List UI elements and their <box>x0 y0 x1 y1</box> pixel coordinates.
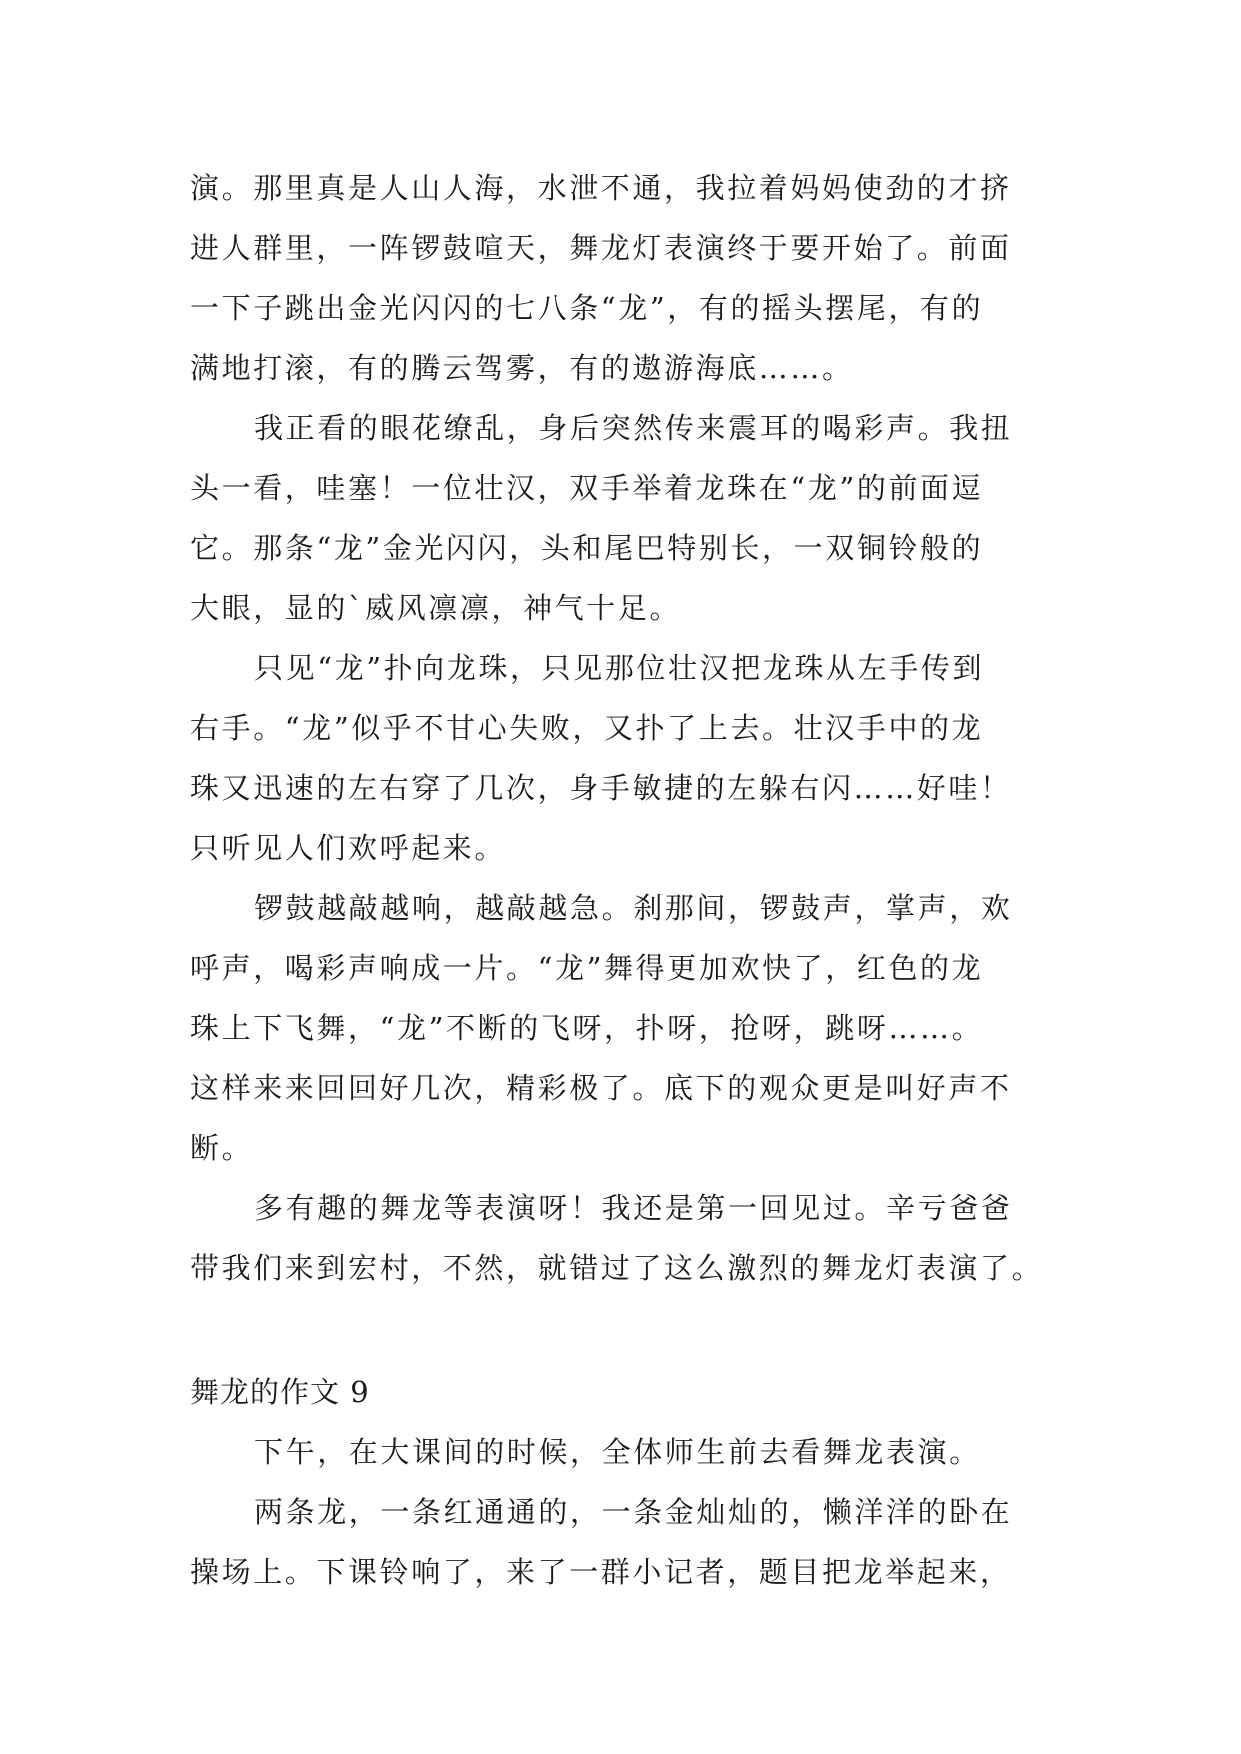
text-line: 呼声，喝彩声响成一片。“龙”舞得更加欢快了，红色的龙 <box>190 951 984 985</box>
text-line: 满地打滚，有的腾云驾雾，有的遨游海底……。 <box>190 351 854 385</box>
text-line: 只听见人们欢呼起来。 <box>190 831 507 865</box>
text-line: 演。那里真是人山人海，水泄不通，我拉着妈妈使劲的才挤 <box>190 171 1012 205</box>
paragraph-1 <box>190 158 1052 398</box>
section-title: 舞龙的作文 9 <box>190 1375 370 1409</box>
text-line: 这样来来回回好几次，精彩极了。底下的观众更是叫好声不 <box>190 1071 1012 1105</box>
text-line: 两条龙，一条红通通的，一条金灿灿的，懒洋洋的卧在 <box>254 1495 1013 1529</box>
paragraph-4 <box>190 878 1052 1178</box>
text-line: 珠又迅速的左右穿了几次，身手敏捷的左躲右闪……好哇！ <box>190 771 1012 805</box>
text-line: 锣鼓越敲越响，越敲越急。刹那间，锣鼓声，掌声，欢 <box>254 891 1013 925</box>
text-line: 右手。“龙”似乎不甘心失败，又扑了上去。壮汉手中的龙 <box>190 711 984 745</box>
text-line: 带我们来到宏村，不然，就错过了这么激烈的舞龙灯表演了。 <box>190 1251 1044 1285</box>
text-line: 操场上。下课铃响了，来了一群小记者，题目把龙举起来， <box>190 1555 1012 1589</box>
paragraph-7 <box>190 1482 1052 1602</box>
paragraph-3 <box>190 638 1052 878</box>
document-body <box>190 158 1052 1602</box>
text-line: 进人群里，一阵锣鼓喧天，舞龙灯表演终于要开始了。前面 <box>190 231 1012 265</box>
paragraph-6 <box>190 1422 1052 1482</box>
paragraph-2 <box>190 398 1052 638</box>
text-line: 下午，在大课间的时候，全体师生前去看舞龙表演。 <box>254 1435 981 1469</box>
text-line: 断。 <box>190 1131 254 1165</box>
text-line: 头一看，哇塞！一位壮汉，双手举着龙珠在“龙”的前面逗 <box>190 471 984 505</box>
paragraph-5 <box>190 1178 1052 1298</box>
section-spacer <box>190 1298 1052 1362</box>
text-line: 大眼，显的`威风凛凛，神气十足。 <box>190 591 682 625</box>
text-line: 我正看的眼花缭乱，身后突然传来震耳的喝彩声。我扭 <box>254 411 1013 445</box>
text-line: 珠上下飞舞，“龙”不断的飞呀，扑呀，抢呀，跳呀……。 <box>190 1011 984 1045</box>
text-line: 只见“龙”扑向龙珠，只见那位壮汉把龙珠从左手传到 <box>254 651 985 685</box>
text-line: 多有趣的舞龙等表演呀！我还是第一回见过。辛亏爸爸 <box>254 1191 1013 1225</box>
text-line: 一下子跳出金光闪闪的七八条“龙”，有的摇头摆尾，有的 <box>190 291 984 325</box>
text-line: 它。那条“龙”金光闪闪，头和尾巴特别长，一双铜铃般的 <box>190 531 984 565</box>
